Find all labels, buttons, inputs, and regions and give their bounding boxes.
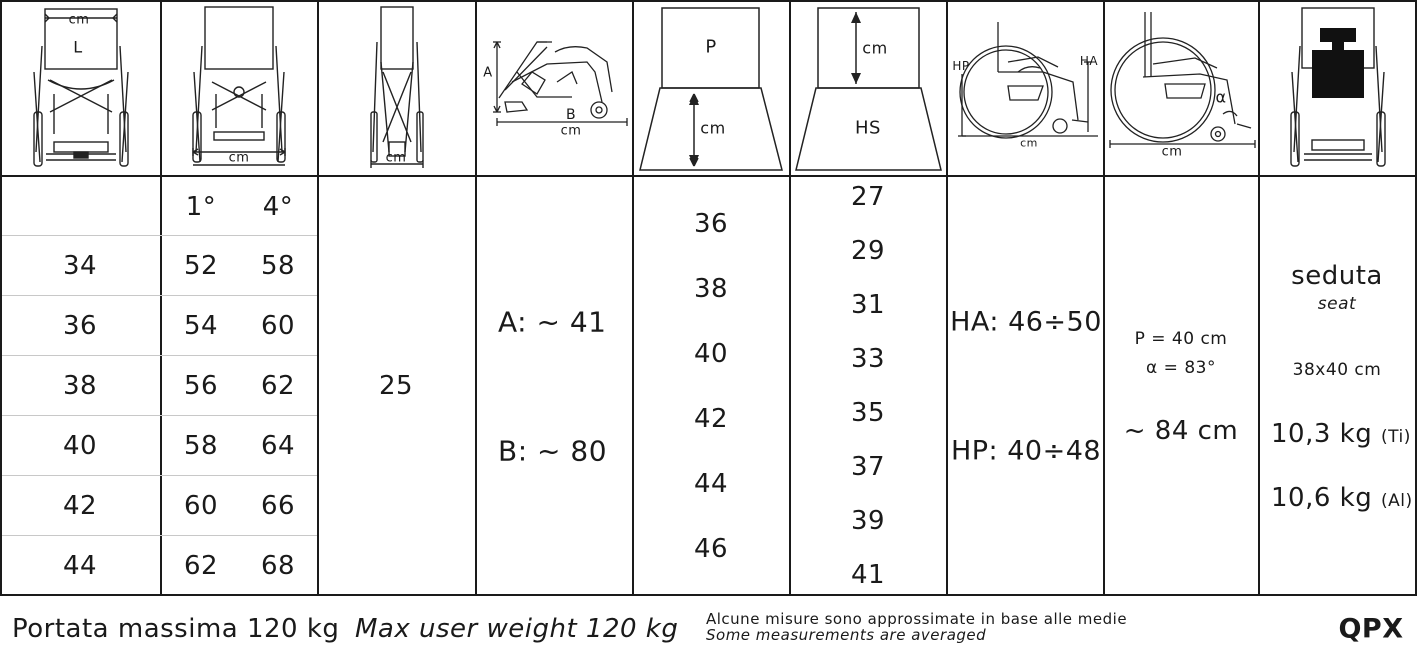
header-divider [0, 175, 1417, 177]
seat-depth-value: 36 [693, 209, 729, 239]
weight-ti-value: 10,3 kg [1271, 419, 1373, 449]
seat-depth-value: 40 [693, 339, 729, 369]
row-line [2, 295, 317, 296]
frame-B-value: B: ~ 80 [498, 434, 608, 468]
weight-diagram [1260, 2, 1415, 175]
backrest-height-value: 33 [850, 344, 886, 374]
height-cm-label: cm [1020, 136, 1038, 150]
seat-depth-value: 42 [693, 404, 729, 434]
overall-length-value: ~ 84 cm [1123, 416, 1239, 446]
length-cm-label: cm [1161, 144, 1183, 160]
row-line [2, 355, 317, 356]
backrest-height-value: 37 [850, 452, 886, 482]
seat-width-value: 38 [62, 371, 98, 401]
capacity-english: Max user weight 120 kg [355, 614, 679, 644]
overall-width-4: 60 [260, 311, 296, 341]
frame-A-value: A: ~ 41 [498, 305, 607, 339]
weight-ti-row [1271, 419, 1411, 449]
backrest-height-value: 27 [850, 182, 886, 212]
depth-cm-label: cm [700, 118, 726, 138]
row-line [2, 235, 317, 236]
overall-width-diagram [162, 2, 317, 175]
overall-width-1: 62 [183, 551, 219, 581]
backrest-P-label: P [705, 36, 717, 58]
frame-A-label: A [483, 65, 493, 81]
folded-width-value: 25 [378, 371, 414, 401]
note-english: Some measurements are averaged [706, 626, 987, 644]
table-border-bottom [0, 594, 1417, 596]
seat-depth-value: 44 [693, 469, 729, 499]
weight-ti-unit: (Ti) [1380, 427, 1411, 447]
backrest-height-value: 31 [850, 290, 886, 320]
width-cm-label: cm [68, 12, 90, 28]
backrest-height-value: 35 [850, 398, 886, 428]
seat-depth-diagram [634, 2, 789, 175]
width-L-label: L [73, 37, 83, 57]
backrest-height-value: 29 [850, 236, 886, 266]
seat-depth-value: 46 [693, 534, 729, 564]
length-depth-note: P = 40 cm [1134, 329, 1228, 349]
overall-width-1: 58 [183, 431, 219, 461]
backrest-cm-label: cm [862, 38, 888, 58]
seat-width-value: 44 [62, 551, 98, 581]
weight-subtitle: seat [1317, 294, 1357, 314]
seat-width-value: 36 [62, 311, 98, 341]
frame-dimensions-diagram [477, 2, 632, 175]
overall-width-4: 64 [260, 431, 296, 461]
overall-width-1: 56 [183, 371, 219, 401]
row-line [2, 535, 317, 536]
folded-cm-label: cm [385, 150, 407, 166]
overall-width-1: 52 [183, 251, 219, 281]
footer [0, 597, 1417, 649]
camber-1-header: 1° [185, 192, 217, 222]
backrest-height-value: 41 [850, 560, 886, 590]
model-name: QPX [1338, 613, 1404, 645]
row-line [2, 475, 317, 476]
seat-width-value: 40 [62, 431, 98, 461]
frame-B-label: B [565, 107, 577, 123]
weight-al-value: 10,6 kg [1271, 483, 1373, 513]
row-line [2, 415, 317, 416]
weight-al-row [1271, 483, 1413, 513]
rear-seat-height: HP: 40÷48 [950, 435, 1102, 467]
footrest-angle: α = 83° [1146, 358, 1216, 378]
overall-width-1: 54 [183, 311, 219, 341]
seat-depth-value: 38 [693, 274, 729, 304]
length-alpha-label: α [1215, 87, 1227, 107]
overall-width-4: 62 [260, 371, 296, 401]
seat-width-value: 42 [62, 491, 98, 521]
height-HA-label: HA [1079, 54, 1099, 68]
folded-width-diagram [319, 2, 475, 175]
camber-4-header: 4° [262, 192, 294, 222]
overall-width-4: 58 [260, 251, 296, 281]
frame-cm-label: cm [560, 123, 582, 139]
seat-HS-label: HS [855, 117, 881, 139]
weight-seat-size: 38x40 cm [1292, 360, 1382, 380]
backrest-height-diagram [791, 2, 946, 175]
overall-cm-label: cm [228, 150, 250, 166]
note-italian: Alcune misure sono approssimate in base alle medie [706, 610, 1128, 628]
capacity-italian: Portata massima 120 kg [12, 614, 340, 644]
seat-width-value: 34 [62, 251, 98, 281]
overall-width-4: 68 [260, 551, 296, 581]
backrest-height-value: 39 [850, 506, 886, 536]
overall-width-4: 66 [260, 491, 296, 521]
front-seat-height: HA: 46÷50 [950, 306, 1102, 338]
weight-title: seduta [1291, 261, 1383, 291]
seat-width-diagram [2, 2, 160, 175]
height-HP-label: HP [952, 59, 970, 73]
overall-width-1: 60 [183, 491, 219, 521]
weight-al-unit: (Al) [1380, 491, 1413, 511]
